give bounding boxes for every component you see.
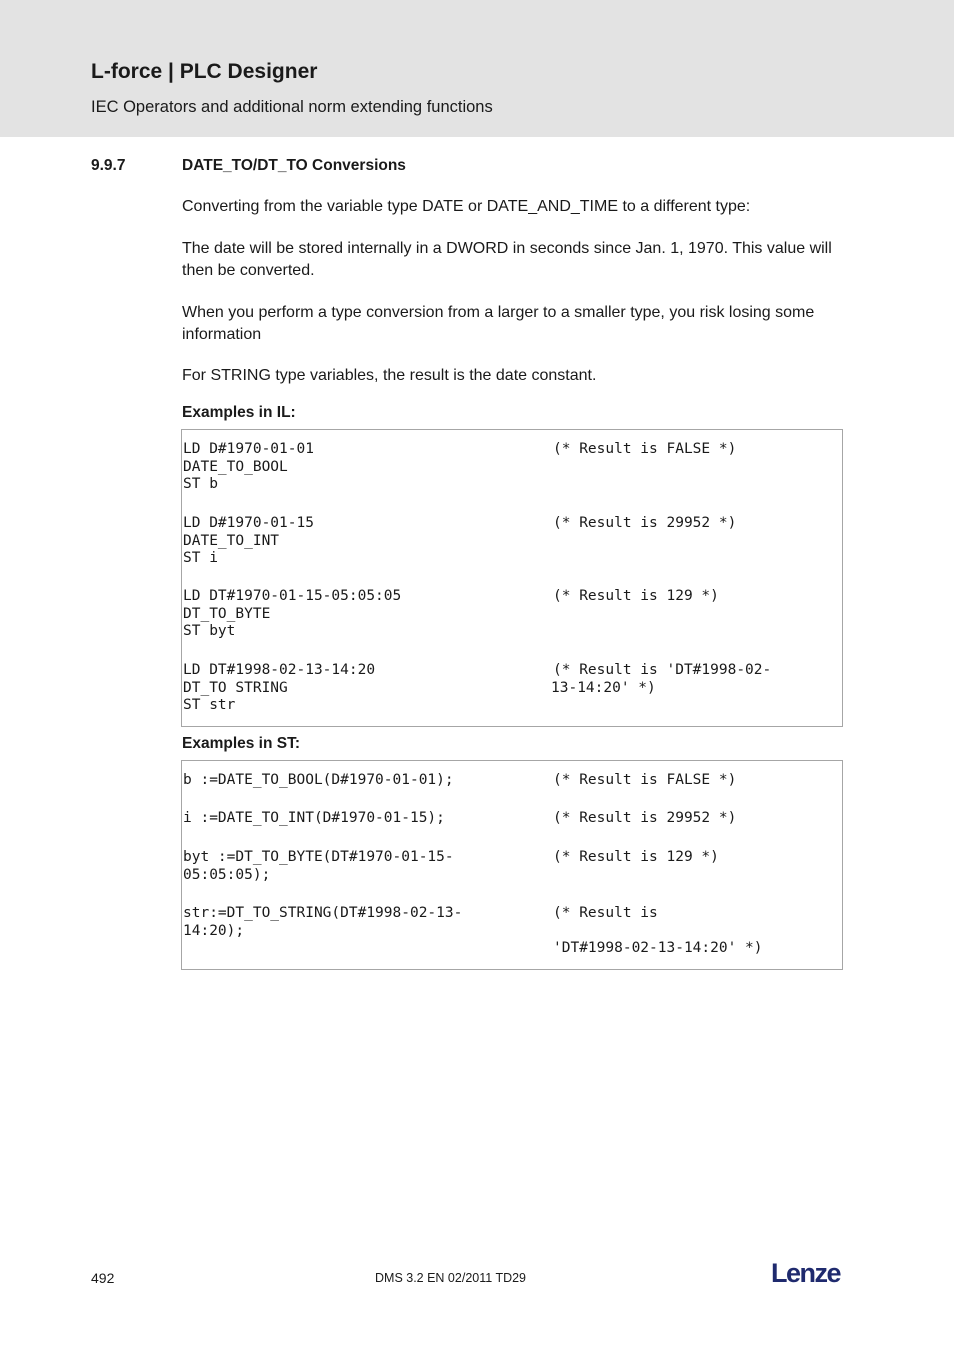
examples-il-heading: Examples in IL: <box>182 404 296 421</box>
code-line: LD DT#1998-02-13-14:20 <box>183 662 376 678</box>
lenze-logo <box>771 1258 851 1293</box>
code-comment: (* Result is 'DT#1998-02- <box>553 662 772 678</box>
lenze-logo-mark <box>771 1258 851 1288</box>
page-header <box>0 0 954 137</box>
code-line: 05:05:05); <box>183 866 271 883</box>
code-block-st <box>181 760 843 970</box>
code-line: LD DT#1970-01-15-05:05:05 <box>183 588 402 604</box>
document-title: L-force | PLC Designer <box>91 60 318 83</box>
code-line: LD D#1970-01-15 <box>183 515 314 531</box>
code-line: ST b <box>183 476 218 492</box>
document-subtitle: IEC Operators and additional norm extending functions <box>91 98 493 116</box>
code-line: str:=DT_TO_STRING(DT#1998-02-13- <box>183 905 463 921</box>
code-line: ST i <box>183 550 218 566</box>
code-line: i :=DATE_TO_INT(D#1970-01-15); <box>183 810 445 826</box>
code-comment: (* Result is 29952 *) <box>553 515 737 531</box>
code-line: DATE_TO_BOOL <box>183 458 288 475</box>
paragraph-storage: The date will be stored internally in a DWORD in seconds since Jan. 1, 1970. This value will then be converted. <box>182 240 832 279</box>
code-comment: (* Result is FALSE *) <box>553 772 737 788</box>
code-line: ST byt <box>183 623 236 639</box>
code-comment: (* Result is FALSE *) <box>553 441 737 457</box>
code-comment: (* Result is 129 *) <box>553 588 719 604</box>
code-comment: (* Result is 129 *) <box>553 849 719 865</box>
page-number: 492 <box>91 1270 115 1286</box>
code-line: ST str <box>183 697 236 713</box>
examples-st-heading: Examples in ST: <box>182 735 301 752</box>
code-line: DT_TO STRING <box>183 679 288 696</box>
paragraph-intro: Converting from the variable type DATE or DATE_AND_TIME to a different type: <box>182 198 751 215</box>
paragraph-string: For STRING type variables, the result is the date constant. <box>182 367 597 384</box>
code-comment: (* Result is 29952 *) <box>553 810 737 826</box>
code-line: b :=DATE_TO_BOOL(D#1970-01-01); <box>183 772 454 788</box>
code-block-il <box>181 429 843 727</box>
section-title: DATE_TO/DT_TO Conversions <box>182 157 406 174</box>
paragraph-warning: When you perform a type conversion from a larger to a smaller type, you risk losing some information <box>182 304 815 343</box>
code-line: LD D#1970-01-01 <box>183 441 314 457</box>
section-number: 9.9.7 <box>91 157 126 174</box>
code-line: DATE_TO_INT <box>183 532 280 549</box>
code-comment: 13-14:20' *) <box>551 679 656 696</box>
document-reference: DMS 3.2 EN 02/2011 TD29 <box>375 1271 527 1285</box>
code-line: byt :=DT_TO_BYTE(DT#1970-01-15- <box>183 849 454 865</box>
code-comment: (* Result is <box>553 905 658 921</box>
code-line: DT_TO_BYTE <box>183 605 271 622</box>
code-comment: 'DT#1998-02-13-14:20' *) <box>553 940 763 956</box>
code-line: 14:20); <box>183 922 245 939</box>
lenze-logo-text: Lenze <box>771 1258 841 1288</box>
